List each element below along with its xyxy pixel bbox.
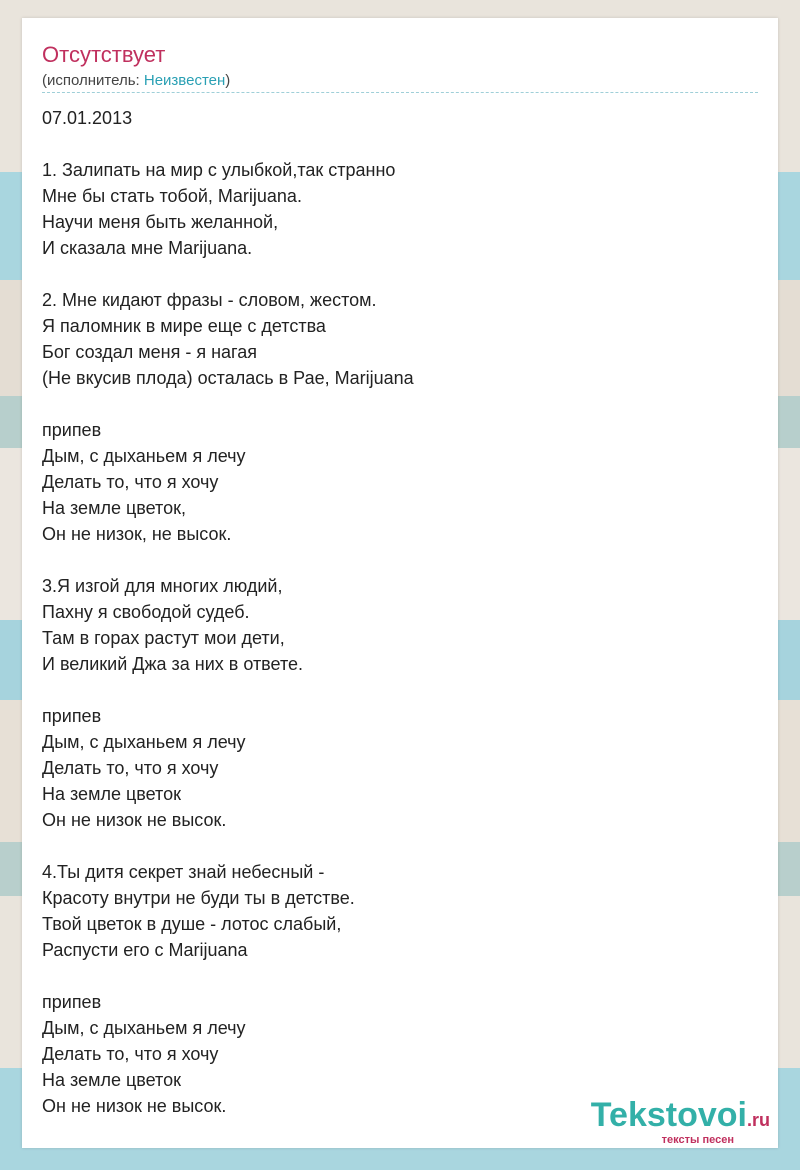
logo-wordmark	[591, 1097, 770, 1138]
artist-link[interactable]: Неизвестен	[143, 72, 226, 89]
artist-suffix: )	[225, 72, 231, 89]
artist-line	[42, 72, 230, 89]
artist-prefix: (исполнитель:	[42, 72, 144, 89]
site-logo[interactable]	[591, 1097, 770, 1146]
logo-tld: .ru	[746, 1110, 770, 1130]
divider	[42, 92, 758, 93]
logo-tagline: тексты песен	[661, 1134, 734, 1146]
logo-name: Tekstovoi	[590, 1096, 747, 1134]
lyrics-text: 07.01.2013 1. Залипать на мир с улыбкой,так странно Мне бы стать тобой, Marijuana. Научи меня быть желанной, И сказала мне Marijuana. 2. Мне кидают фразы - словом, жестом. Я паломник в мире еще с детства Бог создал меня - я нагая (Не вкусив плода) осталась в Рае, Marijuana припев Дым, с дыханьем я лечу Делать то, что я хочу На земле цветок, Он не низок, не высок. 3.Я изгой для многих людий, Пахну я свободой судеб. Там в горах растут мои дети, И великий Джа за них в ответе. припев Дым, с дыханьем я лечу Делать то, что я хочу На земле цветок Он не низок не высок. 4.Ты дитя секрет знай небесный - Красоту внутри не буди ты в детстве. Твой цветок в душе - лотос слабый, Распусти его с Marijuana припев Дым, с дыханьем я лечу Делать то, что я хочу На земле цветок Он не низок не высок.	[42, 108, 414, 1116]
lyrics-card	[22, 18, 778, 1148]
song-title: Отсутствует	[42, 42, 166, 67]
